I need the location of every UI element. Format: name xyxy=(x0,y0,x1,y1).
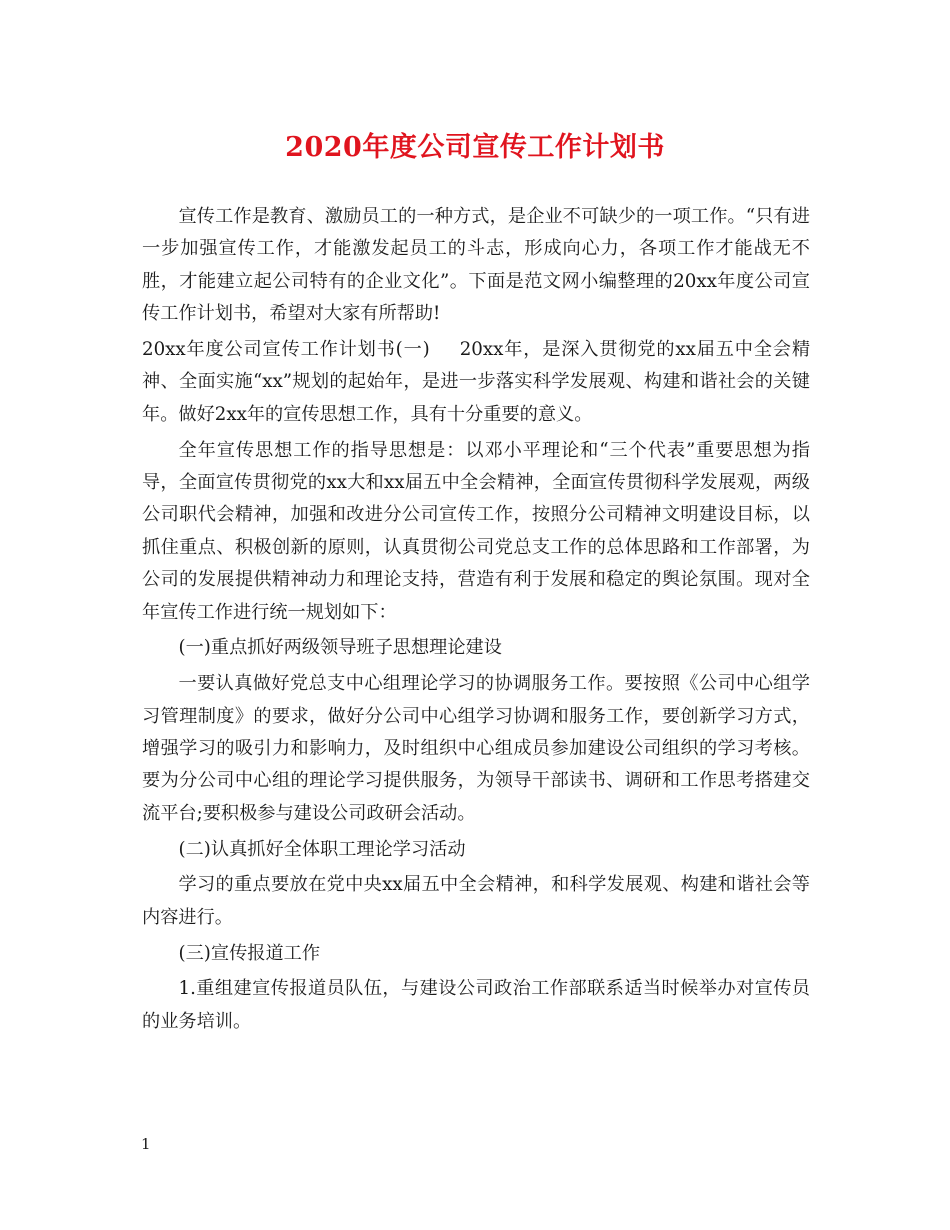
plan1-heading: 20xx年度公司宣传工作计划书(一) xyxy=(142,339,430,361)
plan1-text: 20xx年，是深入贯彻党的xx届五中全会精神、全面实施“xx”规划的起始年，是进一步落实科学发展观、构建和谐社会的关键年。做好2xx年的宣传思想工作，具有十分重要的意义。 xyxy=(142,339,811,425)
section3-item1: 1.重组建宣传报道员队伍，与建设公司政治工作部联系适当时候举办对宣传员的业务培训。 xyxy=(142,978,810,1032)
section3-heading: (三)宣传报道工作 xyxy=(178,942,321,964)
section1-paragraph: 一要认真做好党总支中心组理论学习的协调服务工作。要按照《公司中心组学习管理制度》的要求，做好分公司中心组学习协调和服务工作，要创新学习方式，增强学习的吸引力和影响力，及时组织中心组成员参加建设公司组织的学习考核。要为分公司中心组的理论学习提供服务，为领导干部读书、调研和工作思考搭建交流平台;要积极参与建设公司政研会活动。 xyxy=(142,673,810,824)
intro-paragraph: 宣传工作是教育、激励员工的一种方式，是企业不可缺少的一项工作。“只有进一步加强宣传工作，才能激发起员工的斗志，形成向心力，各项工作才能战无不胜，才能建立起公司特有的企业文化”。下面是范文网小编整理的20xx年度公司宣传工作计划书，希望对大家有所帮助! xyxy=(142,206,810,325)
document-title: 2020年度公司宣传工作计划书 xyxy=(285,132,665,163)
section2-heading: (二)认真抓好全体职工理论学习活动 xyxy=(178,838,466,860)
page-number: 1 xyxy=(141,1135,151,1153)
section2-paragraph: 学习的重点要放在党中央xx届五中全会精神，和科学发展观、构建和谐社会等内容进行。 xyxy=(142,874,810,928)
plan1-paragraph xyxy=(142,334,810,431)
section1-heading: (一)重点抓好两级领导班子思想理论建设 xyxy=(178,637,502,659)
guiding-paragraph: 全年宣传思想工作的指导思想是：以邓小平理论和“三个代表”重要思想为指导，全面宣传贯彻党的xx大和xx届五中全会精神，全面宣传贯彻科学发展观，两级公司职代会精神，加强和改进分公司宣传工作，按照分公司精神文明建设目标，以抓住重点、积极创新的原则，认真贯彻公司党总支工作的总体思路和工作部署，为公司的发展提供精神动力和理论支持，营造有利于发展和稳定的舆论氛围。现对全年宣传工作进行统一规划如下： xyxy=(142,439,810,623)
document-body xyxy=(142,201,810,1042)
